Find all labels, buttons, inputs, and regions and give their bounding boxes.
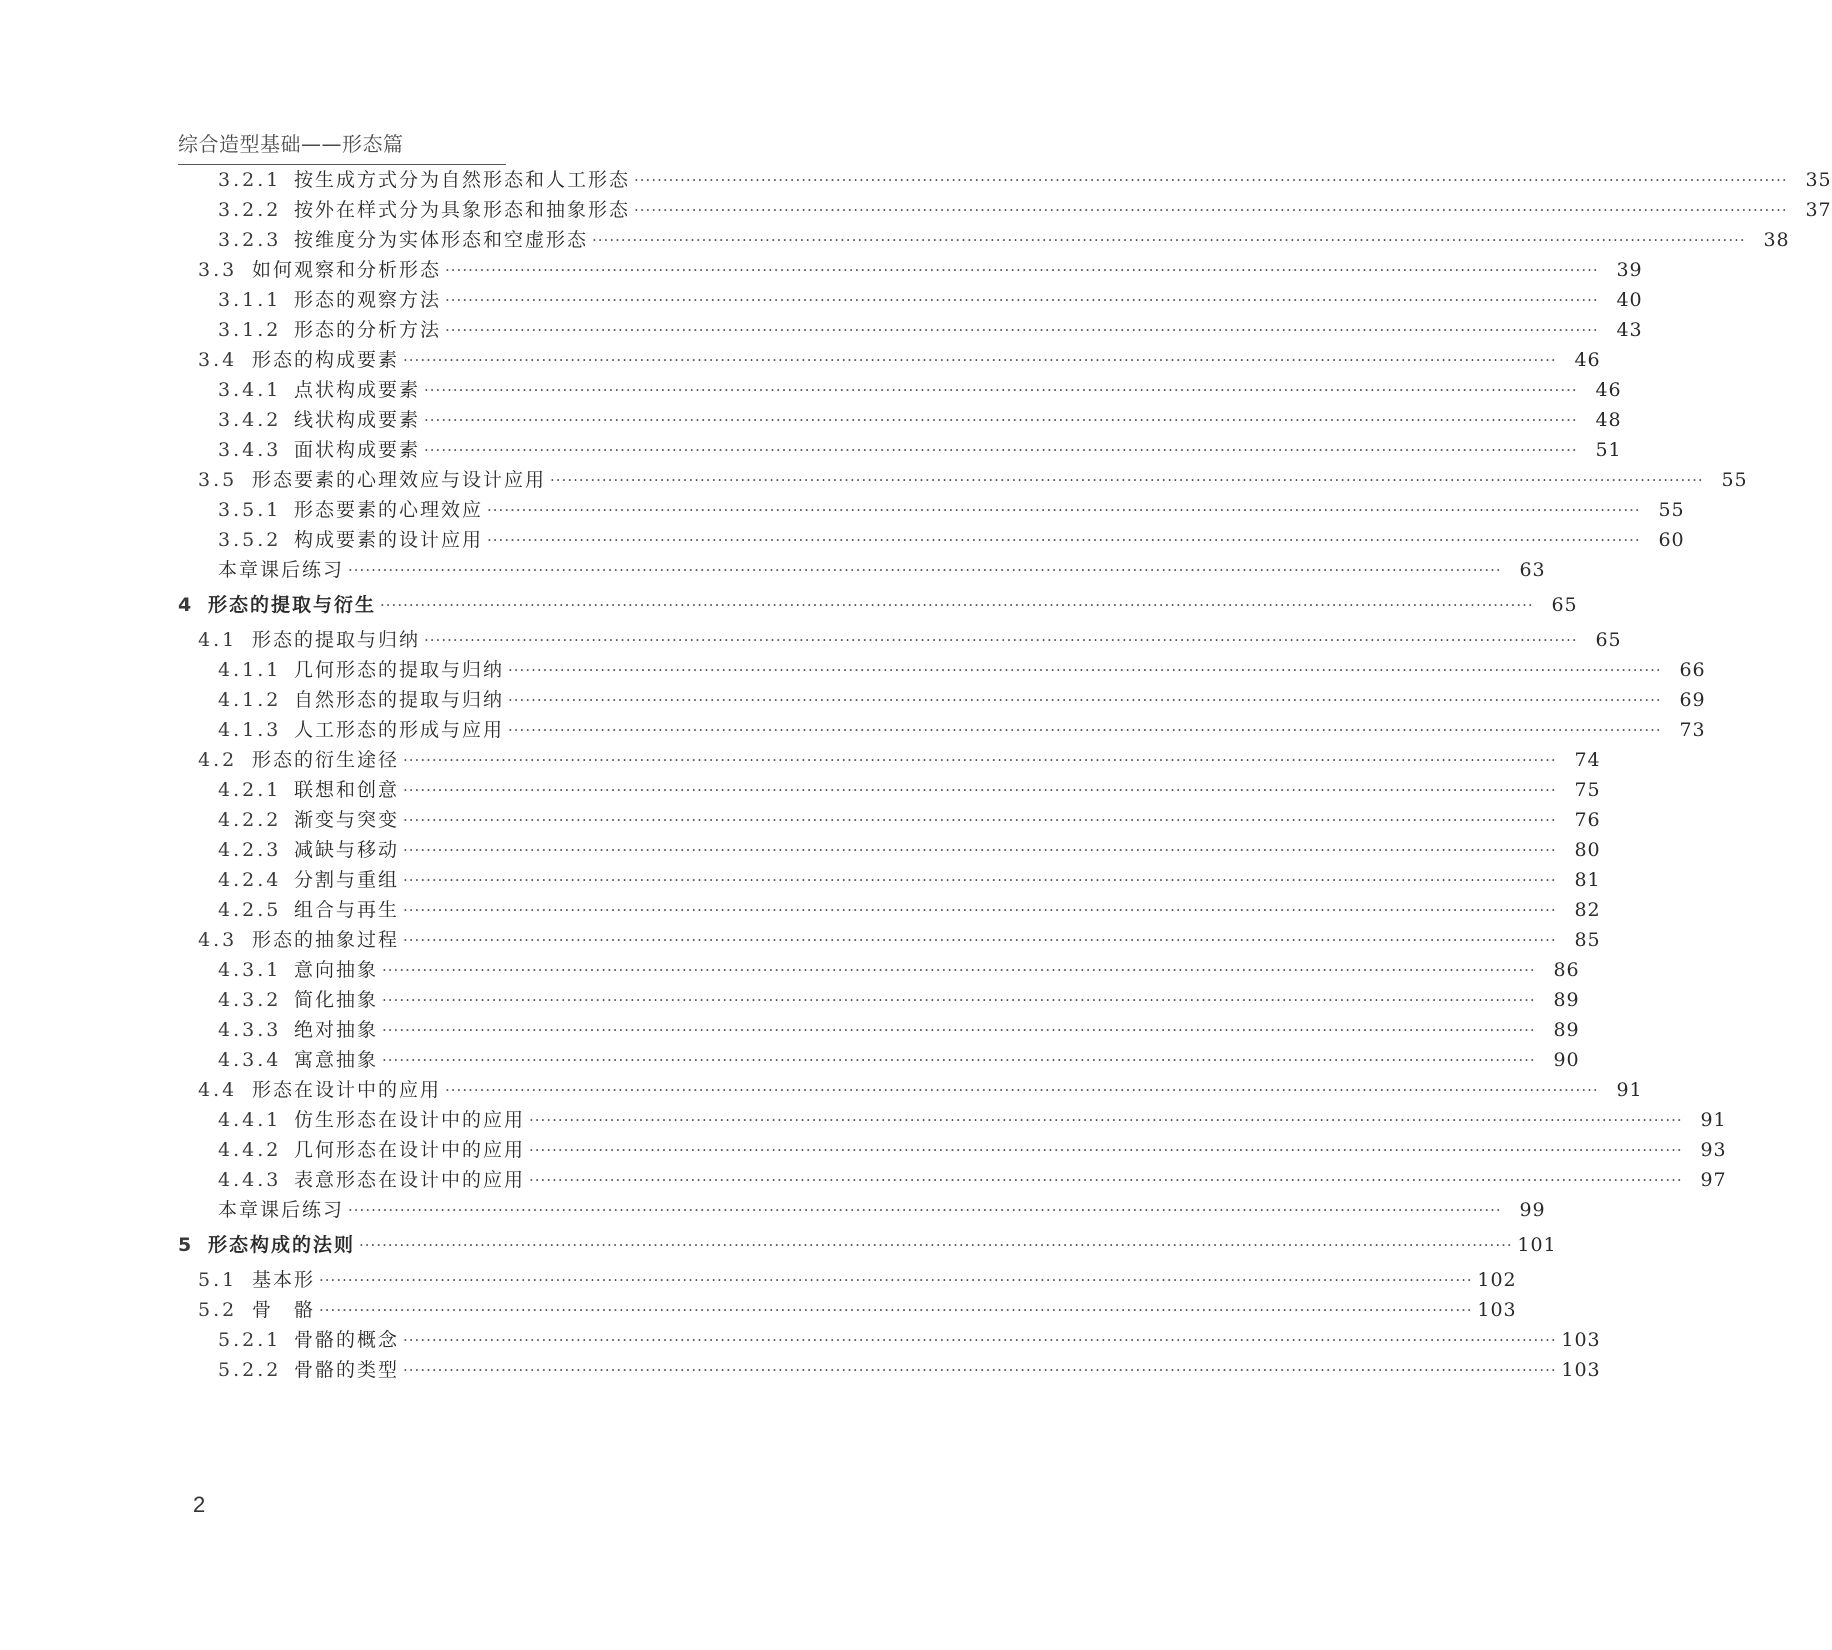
- toc-entry-page: 81: [1574, 869, 1601, 891]
- toc-entry: [218, 778, 1601, 802]
- toc-entry-page: 55: [1658, 499, 1685, 521]
- toc-entry-number: 4.1.1: [218, 659, 282, 681]
- toc-entry-title: 组合与再生: [294, 899, 400, 921]
- toc-entry-page: 89: [1553, 1019, 1580, 1041]
- toc-entry-page: 73: [1679, 719, 1706, 741]
- toc-entry-title: 意向抽象: [294, 959, 379, 981]
- leader-dots: ········································································································································································································: [403, 931, 1557, 949]
- toc-entry-title: 形态的分析方法: [294, 319, 442, 341]
- toc-entry: [218, 1108, 1727, 1132]
- toc-entry-page: 46: [1595, 379, 1622, 401]
- toc-entry-title: 几何形态的提取与归纳: [294, 659, 505, 681]
- toc-entry-number: 3.5: [198, 469, 238, 491]
- toc-entry-page: 40: [1616, 289, 1643, 311]
- toc-entry-title: 构成要素的设计应用: [294, 529, 484, 551]
- toc-entry: [218, 658, 1706, 682]
- toc-entry: [198, 258, 1643, 282]
- leader-dots: ········································································································································································································: [382, 991, 1536, 1009]
- toc-entry-page: 97: [1700, 1169, 1727, 1191]
- leader-dots: ········································································································································································································: [508, 721, 1662, 739]
- leader-dots: ········································································································································································································: [424, 441, 1578, 459]
- toc-entry-title: 如何观察和分析形态: [252, 259, 442, 281]
- toc-entry: [218, 378, 1622, 402]
- toc-entry-page: 85: [1574, 929, 1601, 951]
- leader-dots: ········································································································································································································: [403, 751, 1557, 769]
- toc-entry-page: 38: [1763, 229, 1790, 251]
- toc-entry-number: 4: [178, 594, 192, 616]
- toc-entry: [198, 1078, 1643, 1102]
- leader-dots: ········································································································································································································: [348, 1201, 1502, 1219]
- leader-dots: ········································································································································································································: [529, 1141, 1683, 1159]
- toc-entry-page: 51: [1595, 439, 1622, 461]
- toc-entry-title: 表意形态在设计中的应用: [294, 1169, 526, 1191]
- leader-dots: ········································································································································································································: [382, 1021, 1536, 1039]
- leader-dots: ········································································································································································································: [634, 201, 1788, 219]
- toc-entry-title: 人工形态的形成与应用: [294, 719, 505, 741]
- leader-dots: ········································································································································································································: [403, 351, 1557, 369]
- toc-entry-page: 39: [1616, 259, 1643, 281]
- toc-entry: [218, 688, 1706, 712]
- toc-entry-title: 联想和创意: [294, 779, 400, 801]
- leader-dots: ········································································································································································································: [348, 561, 1502, 579]
- toc-entry-title: 形态要素的心理效应与设计应用: [252, 469, 547, 491]
- toc-entry-number: 4.2.5: [218, 899, 282, 921]
- toc-entry-page: 65: [1551, 594, 1578, 616]
- leader-dots: ········································································································································································································: [487, 531, 1641, 549]
- leader-dots: ········································································································································································································: [529, 1171, 1683, 1189]
- toc-entry: [218, 1018, 1580, 1042]
- toc-entry-number: 4.3.4: [218, 1049, 282, 1071]
- toc-chapter-entry: [178, 1233, 1557, 1257]
- toc-entry: [218, 528, 1685, 552]
- toc-entry-page: 103: [1561, 1359, 1601, 1381]
- toc-entry-title: 形态的抽象过程: [252, 929, 400, 951]
- leader-dots: ········································································································································································································: [508, 661, 1662, 679]
- leader-dots: ········································································································································································································: [445, 321, 1599, 339]
- toc-entry: [198, 928, 1601, 952]
- leader-dots: ········································································································································································································: [445, 291, 1599, 309]
- toc-entry: [218, 198, 1832, 222]
- toc-entry: [218, 498, 1685, 522]
- toc-entry-title: 形态的构成要素: [252, 349, 400, 371]
- leader-dots: ········································································································································································································: [403, 811, 1557, 829]
- toc-entry-page: 103: [1477, 1299, 1517, 1321]
- toc-entry: [218, 438, 1622, 462]
- toc-entry-number: 5.2.2: [218, 1359, 282, 1381]
- toc-entry-page: 43: [1616, 319, 1643, 341]
- toc-entry: [218, 408, 1622, 432]
- toc-entry: [218, 838, 1601, 862]
- toc-entry-number: 4.4.3: [218, 1169, 282, 1191]
- toc-entry-page: 63: [1519, 559, 1546, 581]
- toc-entry-title: 按外在样式分为具象形态和抽象形态: [294, 199, 631, 221]
- toc-entry-title: 形态构成的法则: [208, 1234, 356, 1256]
- toc-entry-number: 3.4: [198, 349, 238, 371]
- leader-dots: ········································································································································································································: [508, 691, 1662, 709]
- leader-dots: ········································································································································································································: [319, 1271, 1473, 1289]
- toc-entry-title: 本章课后练习: [218, 1199, 345, 1221]
- toc-entry-title: 形态的观察方法: [294, 289, 442, 311]
- toc-entry-page: 91: [1616, 1079, 1643, 1101]
- leader-dots: ········································································································································································································: [403, 901, 1557, 919]
- toc-entry-title: 按维度分为实体形态和空虚形态: [294, 229, 589, 251]
- toc-entry: [218, 1358, 1601, 1382]
- toc-chapter-entry: [178, 593, 1578, 617]
- toc-entry: [198, 628, 1622, 652]
- toc-entry-page: 55: [1721, 469, 1748, 491]
- leader-dots: ········································································································································································································: [403, 871, 1557, 889]
- toc-entry: [198, 1268, 1517, 1292]
- toc-entry-title: 骨 骼: [252, 1299, 316, 1321]
- leader-dots: ········································································································································································································: [424, 381, 1578, 399]
- toc-entry-number: 4.4: [198, 1079, 238, 1101]
- toc-entry-title: 仿生形态在设计中的应用: [294, 1109, 526, 1131]
- leader-dots: ········································································································································································································: [382, 961, 1536, 979]
- toc-entry-page: 82: [1574, 899, 1601, 921]
- leader-dots: ········································································································································································································: [424, 631, 1578, 649]
- leader-dots: ········································································································································································································: [403, 781, 1557, 799]
- toc-entry-title: 渐变与突变: [294, 809, 400, 831]
- leader-dots: ········································································································································································································: [634, 171, 1788, 189]
- toc-entry: [218, 1168, 1727, 1192]
- leader-dots: ········································································································································································································: [592, 231, 1746, 249]
- toc-entry-number: 4.2.4: [218, 869, 282, 891]
- toc-entry: [218, 958, 1580, 982]
- toc-entry-page: 76: [1574, 809, 1601, 831]
- toc-entry-number: 4.2.2: [218, 809, 282, 831]
- toc-entry-page: 80: [1574, 839, 1601, 861]
- toc-entry-number: 4.3.3: [218, 1019, 282, 1041]
- leader-dots: ········································································································································································································: [487, 501, 1641, 519]
- toc-entry-page: 48: [1595, 409, 1622, 431]
- leader-dots: ········································································································································································································: [529, 1111, 1683, 1129]
- leader-dots: ········································································································································································································: [550, 471, 1704, 489]
- leader-dots: ········································································································································································································: [403, 841, 1557, 859]
- toc-entry-number: 3.4.2: [218, 409, 282, 431]
- toc-entry-page: 75: [1574, 779, 1601, 801]
- toc-entry-page: 46: [1574, 349, 1601, 371]
- leader-dots: ········································································································································································································: [445, 261, 1599, 279]
- toc-entry-page: 66: [1679, 659, 1706, 681]
- running-header: 综合造型基础——形态篇: [178, 132, 404, 156]
- toc-entry-page: 89: [1553, 989, 1580, 1011]
- toc-entry: [218, 228, 1790, 252]
- toc-entry-number: 4.1.3: [218, 719, 282, 741]
- toc-entry-title: 基本形: [252, 1269, 316, 1291]
- toc-entry-page: 90: [1553, 1049, 1580, 1071]
- toc-entry-number: 4.4.1: [218, 1109, 282, 1131]
- toc-entry: [218, 868, 1601, 892]
- toc-entry-number: 4.2.3: [218, 839, 282, 861]
- toc-entry-number: 3.5.2: [218, 529, 282, 551]
- leader-dots: ········································································································································································································: [403, 1331, 1557, 1349]
- toc-entry: [198, 748, 1601, 772]
- toc-entry-page: 69: [1679, 689, 1706, 711]
- toc-entry-title: 几何形态在设计中的应用: [294, 1139, 526, 1161]
- toc-entry: [218, 1198, 1546, 1222]
- toc-entry-number: 3.2.3: [218, 229, 282, 251]
- toc-entry-page: 74: [1574, 749, 1601, 771]
- leader-dots: ········································································································································································································: [403, 1361, 1557, 1379]
- toc-entry: [218, 1048, 1580, 1072]
- toc-entry-title: 减缺与移动: [294, 839, 400, 861]
- leader-dots: ········································································································································································································: [424, 411, 1578, 429]
- leader-dots: ········································································································································································································: [445, 1081, 1599, 1099]
- toc-entry-number: 5.1: [198, 1269, 238, 1291]
- toc-entry-page: 103: [1561, 1329, 1601, 1351]
- toc-entry-title: 简化抽象: [294, 989, 379, 1011]
- toc-entry-page: 93: [1700, 1139, 1727, 1161]
- toc-entry-title: 按生成方式分为自然形态和人工形态: [294, 169, 631, 191]
- toc-entry-number: 4.4.2: [218, 1139, 282, 1161]
- toc-entry-title: 分割与重组: [294, 869, 400, 891]
- toc-entry: [218, 288, 1643, 312]
- toc-entry-title: 形态的提取与归纳: [252, 629, 421, 651]
- toc-entry-number: 4.1.2: [218, 689, 282, 711]
- toc-entry-title: 形态要素的心理效应: [294, 499, 484, 521]
- toc-entry-title: 骨骼的概念: [294, 1329, 400, 1351]
- toc-entry-number: 5: [178, 1234, 192, 1256]
- toc-entry-title: 点状构成要素: [294, 379, 421, 401]
- toc-entry: [218, 558, 1546, 582]
- toc-entry-page: 37: [1805, 199, 1832, 221]
- toc-entry-number: 3.2.2: [218, 199, 282, 221]
- toc-entry-page: 102: [1477, 1269, 1517, 1291]
- toc-entry: [218, 988, 1580, 1012]
- toc-entry-title: 自然形态的提取与归纳: [294, 689, 505, 711]
- toc-entry-page: 99: [1519, 1199, 1546, 1221]
- toc-entry-title: 形态的衍生途径: [252, 749, 400, 771]
- toc-entry: [218, 318, 1643, 342]
- toc-entry-number: 3.5.1: [218, 499, 282, 521]
- toc-entry-page: 65: [1595, 629, 1622, 651]
- toc-entry-number: 5.2: [198, 1299, 238, 1321]
- toc-entry-number: 4.2: [198, 749, 238, 771]
- toc-entry-number: 4.2.1: [218, 779, 282, 801]
- toc-entry-title: 绝对抽象: [294, 1019, 379, 1041]
- page-number: 2: [193, 1492, 206, 1517]
- toc-entry: [198, 1298, 1517, 1322]
- toc-entry-number: 4.1: [198, 629, 238, 651]
- toc-entry-page: 101: [1517, 1234, 1557, 1256]
- toc-entry-page: 60: [1658, 529, 1685, 551]
- toc-entry-title: 本章课后练习: [218, 559, 345, 581]
- leader-dots: ········································································································································································································: [382, 1051, 1536, 1069]
- leader-dots: ········································································································································································································: [359, 1236, 1513, 1254]
- toc-entry-number: 3.1.1: [218, 289, 282, 311]
- toc-entry-title: 面状构成要素: [294, 439, 421, 461]
- toc-entry-number: 5.2.1: [218, 1329, 282, 1351]
- toc-entry: [218, 808, 1601, 832]
- toc-entry-title: 形态的提取与衍生: [208, 594, 377, 616]
- toc-entry-number: 3.4.3: [218, 439, 282, 461]
- leader-dots: ········································································································································································································: [319, 1301, 1473, 1319]
- toc-entry-number: 3.4.1: [218, 379, 282, 401]
- toc-entry-title: 骨骼的类型: [294, 1359, 400, 1381]
- toc-entry: [198, 348, 1601, 372]
- toc-entry: [218, 718, 1706, 742]
- toc-entry-number: 4.3.2: [218, 989, 282, 1011]
- toc-entry: [218, 898, 1601, 922]
- toc-entry-title: 线状构成要素: [294, 409, 421, 431]
- toc-entry-page: 86: [1553, 959, 1580, 981]
- toc-entry-page: 91: [1700, 1109, 1727, 1131]
- toc-entry-title: 寓意抽象: [294, 1049, 379, 1071]
- toc-entry: [198, 468, 1748, 492]
- toc-entry-number: 4.3: [198, 929, 238, 951]
- toc-entry-number: 4.3.1: [218, 959, 282, 981]
- toc-entry-page: 35: [1805, 169, 1832, 191]
- toc-entry-number: 3.3: [198, 259, 238, 281]
- toc-entry-title: 形态在设计中的应用: [252, 1079, 442, 1101]
- toc-entry: [218, 1328, 1601, 1352]
- toc-entry: [218, 168, 1832, 192]
- toc-entry-number: 3.1.2: [218, 319, 282, 341]
- leader-dots: ········································································································································································································: [380, 596, 1534, 614]
- toc-entry-number: 3.2.1: [218, 169, 282, 191]
- toc-entry: [218, 1138, 1727, 1162]
